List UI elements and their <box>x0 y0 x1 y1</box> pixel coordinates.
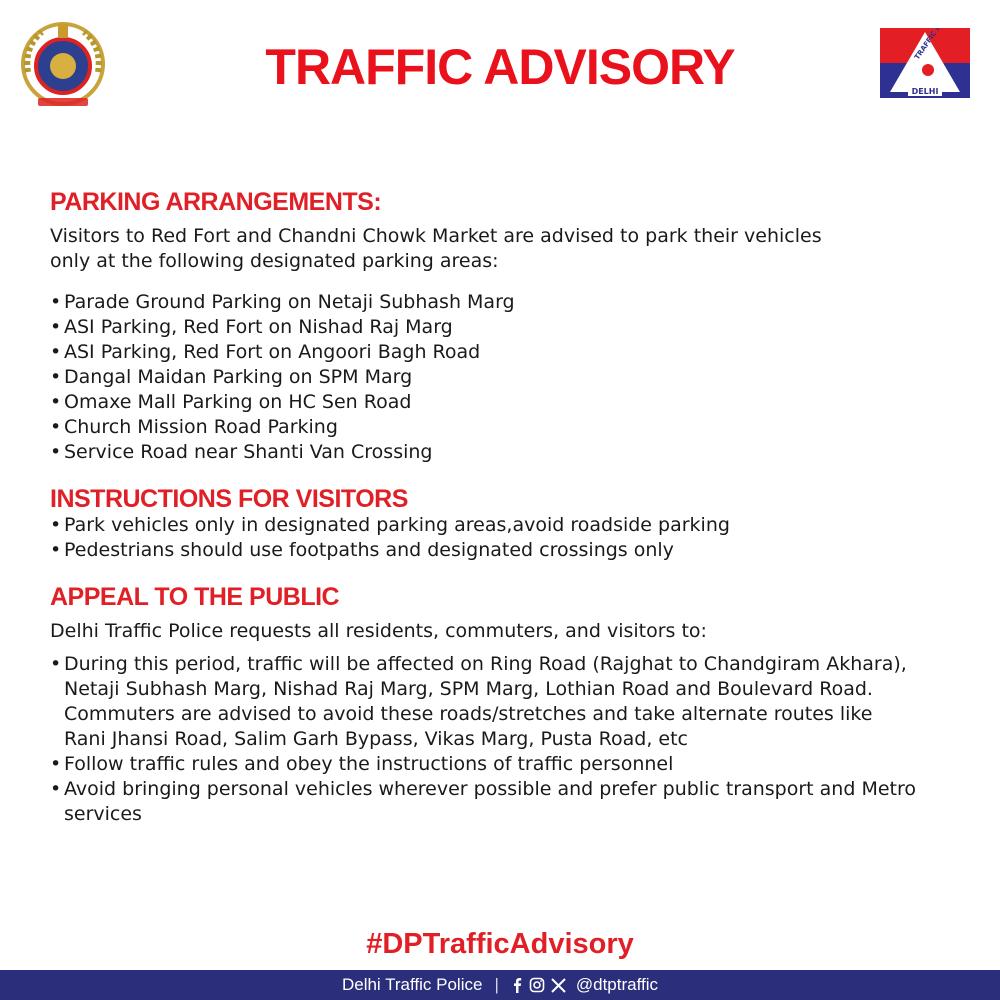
appeal-item-3-line-1: Avoid bringing personal vehicles wherever possible and prefer public transport and Metro <box>64 778 917 800</box>
list-item: • Church Mission Road Parking <box>50 415 980 440</box>
delhi-traffic-police-badge-icon <box>880 28 970 98</box>
advisory-content <box>50 188 980 827</box>
list-item: • Pedestrians should use footpaths and designated crossings only <box>50 538 980 563</box>
instagram-icon[interactable] <box>529 977 545 993</box>
parking-intro-line-1: Visitors to Red Fort and Chandni Chowk Market are advised to park their vehicles <box>50 225 822 247</box>
list-item: • ASI Parking, Red Fort on Angoori Bagh Road <box>50 340 980 365</box>
parking-list <box>50 290 980 465</box>
x-icon[interactable] <box>551 978 566 993</box>
footer-separator: | <box>494 975 499 994</box>
badge-bottom-text: DELHI <box>911 87 939 96</box>
page-title: TRAFFIC ADVISORY <box>265 39 735 95</box>
appeal-heading: APPEAL TO THE PUBLIC <box>50 583 340 611</box>
instructions-list <box>50 513 980 563</box>
list-item: • Follow traffic rules and obey the instructions of traffic personnel <box>50 752 980 777</box>
instructions-heading: INSTRUCTIONS FOR VISITORS <box>50 485 408 513</box>
footer-handle[interactable]: @dtptraffic <box>575 975 659 994</box>
list-item: • ASI Parking, Red Fort on Nishad Raj Marg <box>50 315 980 340</box>
appeal-item-3-line-2: services <box>64 803 142 825</box>
list-item: • Service Road near Shanti Van Crossing <box>50 440 980 465</box>
appeal-list <box>50 652 980 827</box>
facebook-icon[interactable] <box>511 977 523 993</box>
appeal-item-1-line-2: Netaji Subhash Marg, Nishad Raj Marg, SPM Marg, Lothian Road and Boulevard Road. <box>64 678 873 700</box>
footer-bar <box>0 970 1000 1000</box>
list-item <box>50 652 980 752</box>
parking-heading: PARKING ARRANGEMENTS: <box>50 188 382 216</box>
list-item <box>50 777 980 827</box>
list-item: • Park vehicles only in designated parking areas,avoid roadside parking <box>50 513 980 538</box>
appeal-intro: Delhi Traffic Police requests all residents, commuters, and visitors to: <box>50 620 707 642</box>
list-item: • Dangal Maidan Parking on SPM Marg <box>50 365 980 390</box>
footer-org: Delhi Traffic Police <box>341 975 483 994</box>
hashtag: #DPTrafficAdvisory <box>366 928 634 960</box>
appeal-item-1-line-3: Commuters are advised to avoid these roads/stretches and take alternate routes like <box>64 703 873 725</box>
parking-intro-line-2: only at the following designated parking areas: <box>50 250 499 272</box>
list-item: • Parade Ground Parking on Netaji Subhash Marg <box>50 290 980 315</box>
appeal-item-1-line-1: During this period, traffic will be affected on Ring Road (Rajghat to Chandgiram Akhara), <box>64 653 907 675</box>
list-item: • Omaxe Mall Parking on HC Sen Road <box>50 390 980 415</box>
appeal-item-1-line-4: Rani Jhansi Road, Salim Garh Bypass, Vikas Marg, Pusta Road, etc <box>64 728 688 750</box>
